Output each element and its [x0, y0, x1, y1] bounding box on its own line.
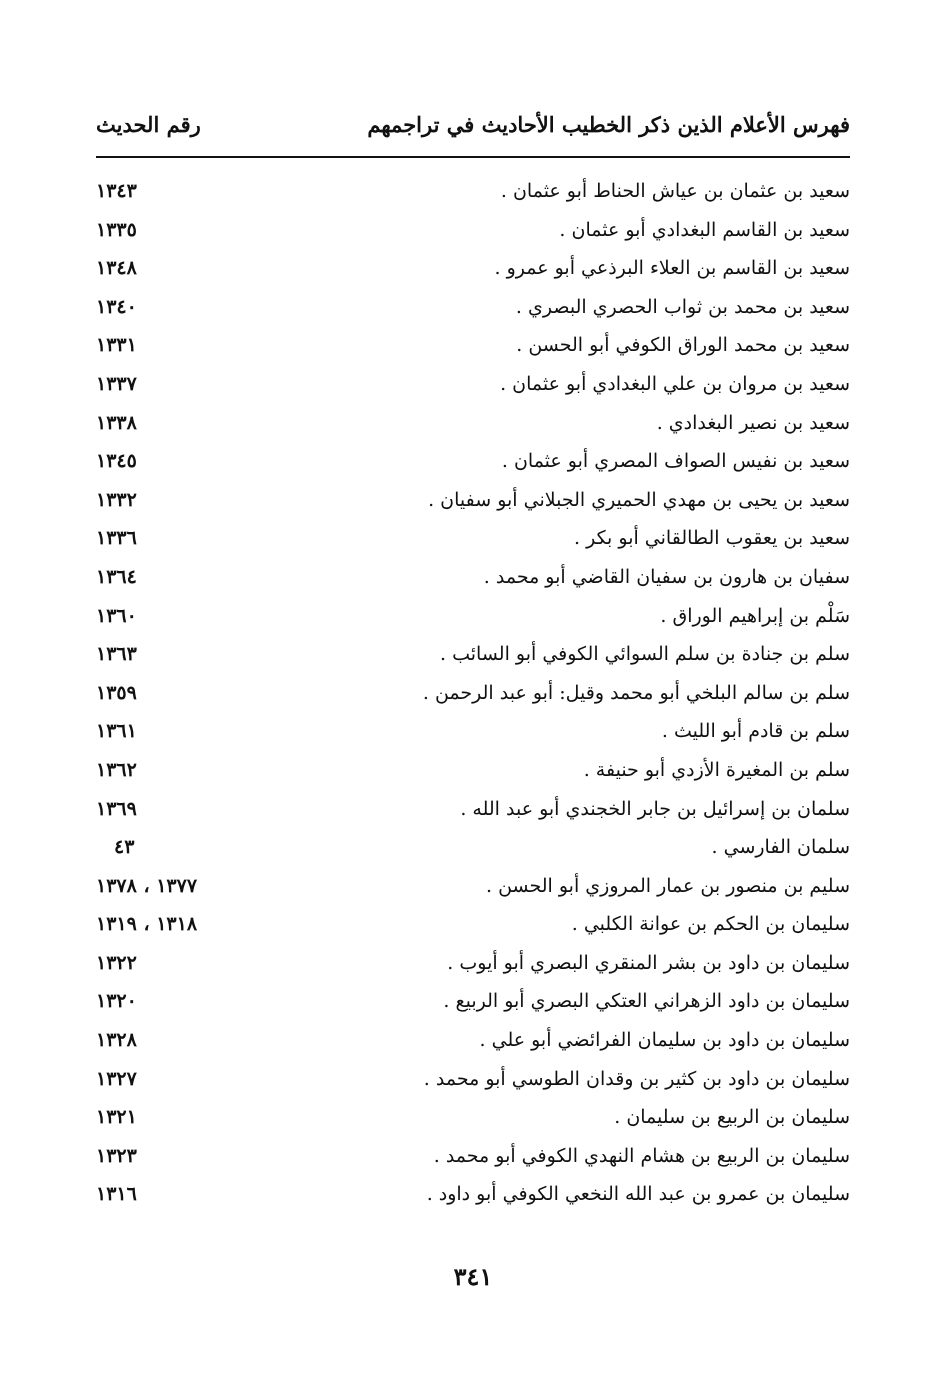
index-entry [96, 678, 850, 717]
entry-hadith-number: ١٣٢٨ [96, 1029, 137, 1052]
entry-name: سعيد بن نصير البغدادي . [656, 411, 850, 434]
entry-hadith-number: ١٣٦٠ [96, 604, 137, 627]
entry-hadith-number: ١٣٤٥ [96, 450, 137, 473]
entry-hadith-number: ١٣٢٧ [96, 1067, 137, 1090]
entry-name: سليم بن منصور بن عمار المروزي أبو الحسن . [486, 874, 850, 897]
entry-name: سليمان بن الربيع بن سليمان . [614, 1106, 850, 1129]
index-entry [96, 639, 850, 678]
entry-hadith-number: ١٣١٨ ، ١٣١٩ [96, 913, 198, 936]
entry-name: سعيد بن القاسم بن العلاء البرذعي أبو عمرو . [494, 257, 850, 280]
index-entry [96, 523, 850, 562]
index-entry [96, 562, 850, 601]
entry-name: سَلْم بن إبراهيم الوراق . [660, 604, 850, 627]
index-entry [96, 755, 850, 794]
entry-hadith-number: ١٣٦٢ [96, 758, 137, 781]
index-entry [96, 330, 850, 369]
entry-hadith-number: ١٣٢٢ [96, 951, 137, 974]
entry-hadith-number: ١٣٦٣ [96, 643, 137, 666]
index-entry [96, 215, 850, 254]
entry-name: سعيد بن محمد بن ثواب الحصري البصري . [515, 295, 850, 318]
entry-hadith-number: ١٣٦١ [96, 720, 137, 743]
index-entry [96, 1025, 850, 1064]
index-entry [96, 369, 850, 408]
entry-hadith-number: ١٣٣٦ [96, 527, 137, 550]
index-entry [96, 1179, 850, 1218]
entry-hadith-number: ١٣٦٤ [96, 565, 137, 588]
header-divider [96, 156, 850, 158]
index-entry [96, 601, 850, 640]
number-column-heading: رقم الحديث [96, 112, 201, 137]
entry-hadith-number: ١٣٦٩ [96, 797, 137, 820]
entry-name: سعيد بن القاسم البغدادي أبو عثمان . [559, 218, 850, 241]
entry-name: سعيد بن يعقوب الطالقاني أبو بكر . [574, 527, 850, 550]
entry-hadith-number: ١٣٤٨ [96, 257, 137, 280]
entry-name: سليمان بن داود بن سليمان الفرائضي أبو علي . [479, 1029, 850, 1052]
index-entry [96, 794, 850, 833]
entry-hadith-number: ١٣٤٠ [96, 295, 137, 318]
entry-hadith-number: ١٣٣١ [96, 334, 137, 357]
index-entry [96, 253, 850, 292]
entry-name: سعيد بن يحيى بن مهدي الحميري الجبلاني أبو سفيان . [428, 488, 850, 511]
entry-name: سعيد بن عثمان بن عياش الحناط أبو عثمان . [500, 180, 850, 202]
index-entry [96, 485, 850, 524]
index-entry [96, 1064, 850, 1103]
entry-name: سلم بن المغيرة الأزدي أبو حنيفة . [583, 758, 850, 781]
index-entry [96, 832, 850, 871]
page-header [96, 112, 850, 152]
index-entry [96, 446, 850, 485]
index-entry [96, 176, 850, 215]
index-entry [96, 1141, 850, 1180]
index-entry [96, 716, 850, 755]
index-entry [96, 986, 850, 1025]
entry-name: سلم بن قادم أبو الليث . [661, 720, 850, 743]
entry-hadith-number: ١٣٢١ [96, 1106, 137, 1129]
entry-name: سليمان بن الحكم بن عوانة الكلبي . [571, 913, 850, 936]
entry-hadith-number: ١٣٤٣ [96, 180, 137, 202]
entry-hadith-number: ١٣٥٩ [96, 681, 137, 704]
entry-hadith-number: ١٣٣٥ [96, 218, 137, 241]
entry-hadith-number: ١٣٣٧ [96, 372, 137, 395]
entry-hadith-number: ١٣٢٠ [96, 990, 137, 1013]
entry-hadith-number: ١٣٢٣ [96, 1144, 137, 1167]
entry-hadith-number: ١٣٣٨ [96, 411, 137, 434]
entry-name: سلم بن سالم البلخي أبو محمد وقيل: أبو عبد الرحمن . [422, 681, 850, 704]
entry-name: سليمان بن داود الزهراني العتكي البصري أبو الربيع . [443, 990, 850, 1013]
entry-name: سلمان بن إسرائيل بن جابر الخجندي أبو عبد الله . [460, 797, 850, 820]
index-entry [96, 408, 850, 447]
entry-name: سلم بن جنادة بن سلم السوائي الكوفي أبو السائب . [440, 643, 850, 666]
index-entries-list [96, 176, 850, 1218]
index-entry [96, 871, 850, 910]
entry-name: سليمان بن داود بن كثير بن وقدان الطوسي أبو محمد . [423, 1067, 850, 1090]
page-title: فهرس الأعلام الذين ذكر الخطيب الأحاديث في تراجمهم [367, 112, 850, 137]
entry-name: سلمان الفارسي . [711, 836, 850, 859]
entry-hadith-number: ١٣٣٢ [96, 488, 137, 511]
index-entry [96, 909, 850, 948]
entry-hadith-number: ١٣٧٧ ، ١٣٧٨ [96, 874, 198, 897]
index-entry [96, 948, 850, 987]
entry-name: سعيد بن مروان بن علي البغدادي أبو عثمان . [500, 372, 850, 395]
page-number: ٣٤١ [453, 1262, 493, 1291]
entry-hadith-number: ١٣١٦ [96, 1183, 137, 1206]
entry-name: سليمان بن داود بن بشر المنقري البصري أبو أيوب . [447, 951, 850, 974]
entry-name: سليمان بن الربيع بن هشام النهدي الكوفي أبو محمد . [433, 1144, 850, 1167]
entry-name: سفيان بن هارون بن سفيان القاضي أبو محمد . [483, 565, 850, 588]
entry-name: سليمان بن عمرو بن عبد الله النخعي الكوفي أبو داود . [426, 1183, 850, 1206]
entry-hadith-number: ٤٣ [114, 836, 135, 859]
index-entry [96, 1102, 850, 1141]
entry-name: سعيد بن محمد الوراق الكوفي أبو الحسن . [516, 334, 850, 357]
index-entry [96, 292, 850, 331]
entry-name: سعيد بن نفيس الصواف المصري أبو عثمان . [501, 450, 850, 473]
